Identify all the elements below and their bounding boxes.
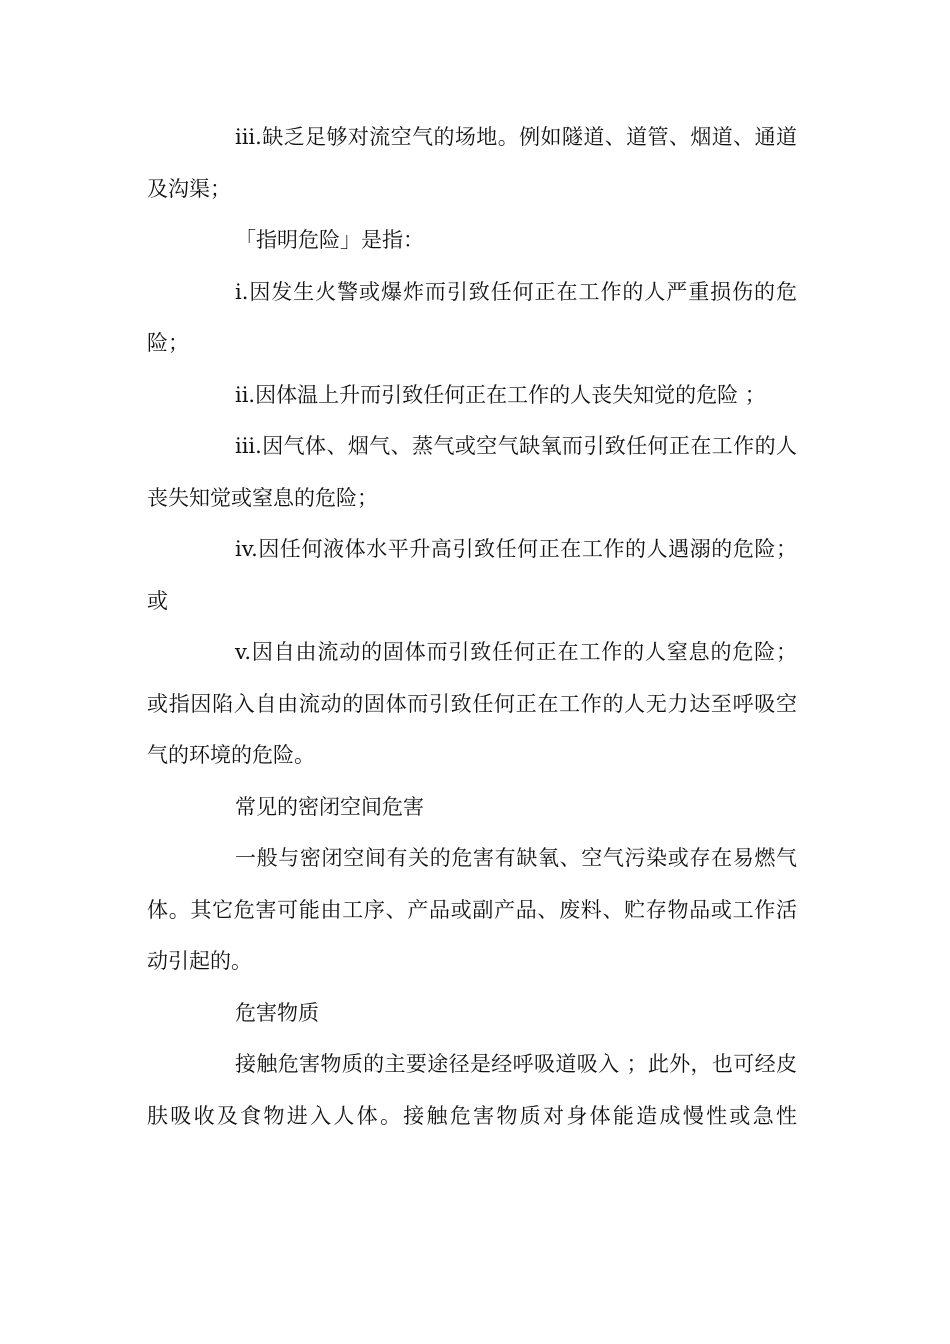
section-heading-common-hazards: 常见的密闭空间危害 xyxy=(235,794,424,819)
paragraph-specified-danger-heading: 「指明危险」是指： xyxy=(235,228,424,252)
paragraph-insufficient-ventilation: iii.缺乏足够对流空气的场地。例如隧道、道管、烟道、通道及沟渠； xyxy=(147,125,797,201)
paragraph-hazardous-substances: 接触危害物质的主要途径是经呼吸道吸入 ；此外，也可经皮肤吸收及食物进入人体。接触危害物质对身体能造成慢性或急性 xyxy=(147,1052,797,1128)
paragraph-fire-explosion-danger: i.因发生火警或爆炸而引致任何正在工作的人严重损伤的危险； xyxy=(147,279,797,355)
paragraph-body-temperature-danger: ii.因体温上升而引致任何正在工作的人丧失知觉的危险 ； xyxy=(235,382,766,407)
document-body xyxy=(147,112,797,1142)
paragraph-common-hazards: 一般与密闭空间有关的危害有缺氧、空气污染或存在易燃气体。其它危害可能由工序、产品或副产品、废料、贮存物品或工作活动引起的。 xyxy=(147,846,797,973)
paragraph-free-flowing-solid-danger: v.因自由流动的固体而引致任何正在工作的人窒息的危险；或指因陷入自由流动的固体而引致任何正在工作的人无力达至呼吸空气的环境的危险。 xyxy=(147,640,797,767)
section-heading-hazardous-substances: 危害物质 xyxy=(235,1000,319,1025)
paragraph-drowning-danger: iv.因任何液体水平升高引致任何正在工作的人遇溺的危险；或 xyxy=(147,537,797,613)
paragraph-gas-oxygen-danger: iii.因气体、烟气、蒸气或空气缺氧而引致任何正在工作的人丧失知觉或窒息的危险； xyxy=(147,434,797,510)
